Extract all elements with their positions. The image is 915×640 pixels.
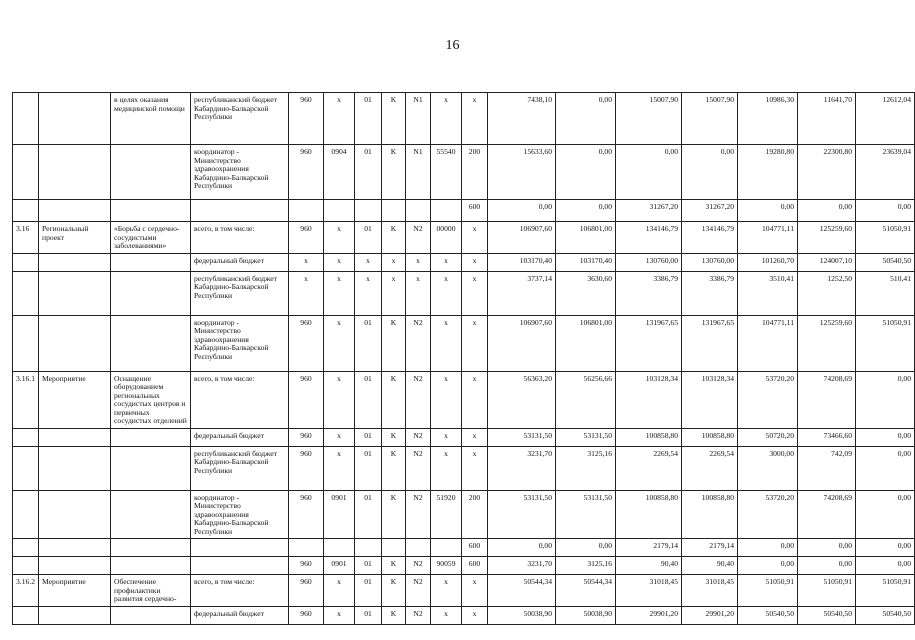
amount-col-4-cell: 100858,80	[682, 428, 738, 446]
amount-col-3-cell: 29901,20	[616, 606, 682, 624]
amount-col-7-cell: 12612,04	[856, 93, 915, 145]
row-source-cell	[191, 539, 289, 557]
code-om-cell: N2	[406, 371, 431, 428]
amount-col-1-cell: 53131,50	[488, 428, 556, 446]
amount-col-5-cell: 50540,50	[738, 606, 798, 624]
row-number-cell	[13, 539, 39, 557]
code-direction-cell: x	[431, 93, 462, 145]
amount-col-4-cell: 29901,20	[682, 606, 738, 624]
code-om-cell	[406, 539, 431, 557]
code-vr-cell: 600	[462, 557, 488, 575]
row-number-cell: 3.16.2	[13, 575, 39, 607]
page-number: 16	[445, 38, 460, 53]
code-rzpr-cell: x	[324, 575, 355, 607]
amount-col-5-cell: 104771,11	[738, 222, 798, 254]
code-gp-cell: x	[355, 271, 382, 315]
amount-col-2-cell: 3630,60	[556, 271, 616, 315]
amount-col-6-cell: 742,09	[798, 446, 856, 490]
code-gp-cell: 01	[355, 222, 382, 254]
code-direction-cell	[431, 539, 462, 557]
row-type-cell	[39, 145, 111, 200]
code-grbs-cell: 960	[289, 490, 324, 539]
table-row	[13, 315, 915, 371]
table-row	[13, 575, 915, 607]
amount-col-5-cell: 0,00	[738, 200, 798, 222]
amount-col-1-cell: 7438,10	[488, 93, 556, 145]
row-source-cell: всего, в том числе:	[191, 222, 289, 254]
code-pgp-cell: K	[382, 575, 406, 607]
amount-col-5-cell: 10986,30	[738, 93, 798, 145]
amount-col-7-cell: 51050,91	[856, 315, 915, 371]
code-direction-cell: x	[431, 606, 462, 624]
code-grbs-cell	[289, 200, 324, 222]
amount-col-7-cell: 0,00	[856, 371, 915, 428]
code-om-cell: N2	[406, 557, 431, 575]
row-number-cell	[13, 428, 39, 446]
row-type-cell	[39, 428, 111, 446]
table-row	[13, 539, 915, 557]
table-row	[13, 222, 915, 254]
amount-col-7-cell: 0,00	[856, 490, 915, 539]
code-gp-cell: 01	[355, 606, 382, 624]
row-source-cell: координатор - Министерство здравоохранения Кабардино-Балкарской Республики	[191, 315, 289, 371]
row-type-cell	[39, 539, 111, 557]
amount-col-7-cell: 51050,91	[856, 222, 915, 254]
amount-col-4-cell: 31018,45	[682, 575, 738, 607]
amount-col-1-cell: 106907,60	[488, 315, 556, 371]
amount-col-6-cell: 74208,69	[798, 490, 856, 539]
code-pgp-cell: K	[382, 490, 406, 539]
row-type-cell	[39, 446, 111, 490]
code-rzpr-cell: 0901	[324, 490, 355, 539]
amount-col-7-cell: 510,41	[856, 271, 915, 315]
code-direction-cell: x	[431, 446, 462, 490]
row-source-cell: республиканский бюджет Кабардино-Балкарской Республики	[191, 271, 289, 315]
code-vr-cell: x	[462, 222, 488, 254]
amount-col-1-cell: 103170,40	[488, 253, 556, 271]
code-om-cell: N2	[406, 428, 431, 446]
table-row	[13, 93, 915, 145]
amount-col-5-cell: 0,00	[738, 557, 798, 575]
row-number-cell: 3.16.1	[13, 371, 39, 428]
amount-col-4-cell: 90,40	[682, 557, 738, 575]
code-om-cell	[406, 200, 431, 222]
code-vr-cell: 200	[462, 145, 488, 200]
amount-col-4-cell: 130760,00	[682, 253, 738, 271]
row-name-cell	[111, 606, 191, 624]
amount-col-6-cell: 11641,70	[798, 93, 856, 145]
amount-col-2-cell: 50544,34	[556, 575, 616, 607]
row-number-cell	[13, 200, 39, 222]
amount-col-5-cell: 19280,80	[738, 145, 798, 200]
amount-col-6-cell: 0,00	[798, 557, 856, 575]
amount-col-1-cell: 15633,60	[488, 145, 556, 200]
amount-col-4-cell: 3386,79	[682, 271, 738, 315]
code-gp-cell: 01	[355, 371, 382, 428]
amount-col-3-cell: 100858,80	[616, 490, 682, 539]
row-number-cell	[13, 253, 39, 271]
table-row	[13, 490, 915, 539]
code-pgp-cell: K	[382, 315, 406, 371]
amount-col-4-cell: 15007,90	[682, 93, 738, 145]
amount-col-5-cell: 53720,20	[738, 371, 798, 428]
amount-col-6-cell: 125259,60	[798, 315, 856, 371]
code-pgp-cell: K	[382, 222, 406, 254]
amount-col-2-cell: 106801,00	[556, 222, 616, 254]
row-type-cell	[39, 490, 111, 539]
code-vr-cell: x	[462, 446, 488, 490]
amount-col-3-cell: 131967,65	[616, 315, 682, 371]
code-grbs-cell: 960	[289, 446, 324, 490]
amount-col-3-cell: 90,40	[616, 557, 682, 575]
amount-col-1-cell: 0,00	[488, 539, 556, 557]
code-grbs-cell: 960	[289, 606, 324, 624]
code-grbs-cell: 960	[289, 93, 324, 145]
code-grbs-cell: 960	[289, 575, 324, 607]
amount-col-7-cell: 0,00	[856, 200, 915, 222]
amount-col-7-cell: 51050,91	[856, 575, 915, 607]
budget-table	[12, 92, 915, 625]
row-type-cell	[39, 93, 111, 145]
code-pgp-cell	[382, 200, 406, 222]
row-number-cell	[13, 271, 39, 315]
code-gp-cell: 01	[355, 145, 382, 200]
row-source-cell: координатор - Министерство здравоохранения Кабардино-Балкарской Республики	[191, 145, 289, 200]
code-grbs-cell: 960	[289, 428, 324, 446]
row-type-cell	[39, 200, 111, 222]
code-om-cell: N2	[406, 606, 431, 624]
code-gp-cell: 01	[355, 446, 382, 490]
code-grbs-cell: 960	[289, 145, 324, 200]
amount-col-5-cell: 104771,11	[738, 315, 798, 371]
row-type-cell	[39, 315, 111, 371]
code-rzpr-cell: x	[324, 315, 355, 371]
amount-col-1-cell: 0,00	[488, 200, 556, 222]
code-direction-cell: x	[431, 253, 462, 271]
code-pgp-cell: K	[382, 606, 406, 624]
code-gp-cell	[355, 200, 382, 222]
amount-col-3-cell: 130760,00	[616, 253, 682, 271]
amount-col-6-cell: 50540,50	[798, 606, 856, 624]
code-rzpr-cell: x	[324, 222, 355, 254]
amount-col-2-cell: 3125,16	[556, 557, 616, 575]
code-rzpr-cell: x	[324, 253, 355, 271]
amount-col-2-cell: 103170,40	[556, 253, 616, 271]
row-type-cell: Региональный проект	[39, 222, 111, 254]
code-vr-cell: x	[462, 271, 488, 315]
code-gp-cell: 01	[355, 93, 382, 145]
row-name-cell	[111, 428, 191, 446]
amount-col-5-cell: 53720,20	[738, 490, 798, 539]
code-grbs-cell: 960	[289, 371, 324, 428]
code-rzpr-cell: x	[324, 93, 355, 145]
amount-col-1-cell: 50038,90	[488, 606, 556, 624]
code-pgp-cell: K	[382, 145, 406, 200]
amount-col-7-cell: 0,00	[856, 428, 915, 446]
table-row	[13, 606, 915, 624]
amount-col-4-cell: 103128,34	[682, 371, 738, 428]
code-rzpr-cell: 0904	[324, 145, 355, 200]
amount-col-6-cell: 73466,60	[798, 428, 856, 446]
amount-col-4-cell: 134146,79	[682, 222, 738, 254]
row-name-cell	[111, 557, 191, 575]
amount-col-4-cell: 31267,20	[682, 200, 738, 222]
code-vr-cell: x	[462, 253, 488, 271]
code-om-cell: N2	[406, 490, 431, 539]
code-vr-cell: x	[462, 315, 488, 371]
amount-col-6-cell: 22300,80	[798, 145, 856, 200]
code-om-cell: N2	[406, 575, 431, 607]
amount-col-2-cell: 0,00	[556, 200, 616, 222]
row-source-cell	[191, 557, 289, 575]
code-direction-cell: x	[431, 315, 462, 371]
amount-col-2-cell: 0,00	[556, 539, 616, 557]
row-number-cell	[13, 93, 39, 145]
code-pgp-cell: x	[382, 271, 406, 315]
amount-col-5-cell: 3510,41	[738, 271, 798, 315]
row-number-cell	[13, 145, 39, 200]
table-row	[13, 428, 915, 446]
row-name-cell	[111, 539, 191, 557]
code-vr-cell: 600	[462, 200, 488, 222]
amount-col-6-cell: 74208,69	[798, 371, 856, 428]
amount-col-4-cell: 131967,65	[682, 315, 738, 371]
row-name-cell: Оснащение оборудованием региональных сосудистых центров и первичных сосудистых отделений	[111, 371, 191, 428]
row-name-cell	[111, 315, 191, 371]
amount-col-5-cell: 50720,20	[738, 428, 798, 446]
table-row	[13, 200, 915, 222]
row-type-cell	[39, 606, 111, 624]
amount-col-3-cell: 134146,79	[616, 222, 682, 254]
code-om-cell: N2	[406, 446, 431, 490]
amount-col-4-cell: 100858,80	[682, 490, 738, 539]
row-type-cell: Мероприятие	[39, 575, 111, 607]
code-rzpr-cell	[324, 539, 355, 557]
amount-col-7-cell: 50540,50	[856, 606, 915, 624]
row-name-cell: Обеспечение профилактики развития сердечно-	[111, 575, 191, 607]
code-pgp-cell: x	[382, 253, 406, 271]
code-direction-cell	[431, 200, 462, 222]
row-source-cell: федеральный бюджет	[191, 606, 289, 624]
code-direction-cell: 51920	[431, 490, 462, 539]
table-row	[13, 557, 915, 575]
code-grbs-cell: x	[289, 253, 324, 271]
row-name-cell	[111, 271, 191, 315]
amount-col-3-cell: 3386,79	[616, 271, 682, 315]
row-name-cell	[111, 253, 191, 271]
amount-col-2-cell: 0,00	[556, 145, 616, 200]
table-row	[13, 271, 915, 315]
code-gp-cell: 01	[355, 315, 382, 371]
code-direction-cell: 55540	[431, 145, 462, 200]
row-name-cell	[111, 200, 191, 222]
code-vr-cell: x	[462, 371, 488, 428]
row-type-cell	[39, 253, 111, 271]
row-name-cell: «Борьба с сердечно-сосудистыми заболеваниями»	[111, 222, 191, 254]
amount-col-2-cell: 53131,50	[556, 490, 616, 539]
row-number-cell	[13, 557, 39, 575]
row-number-cell	[13, 315, 39, 371]
amount-col-6-cell: 124007,10	[798, 253, 856, 271]
code-vr-cell: x	[462, 93, 488, 145]
amount-col-7-cell: 23639,04	[856, 145, 915, 200]
amount-col-7-cell: 0,00	[856, 446, 915, 490]
row-number-cell	[13, 446, 39, 490]
code-om-cell: N2	[406, 222, 431, 254]
amount-col-4-cell: 0,00	[682, 145, 738, 200]
code-grbs-cell: 960	[289, 315, 324, 371]
code-grbs-cell	[289, 539, 324, 557]
row-name-cell	[111, 145, 191, 200]
amount-col-6-cell: 0,00	[798, 200, 856, 222]
code-om-cell: x	[406, 271, 431, 315]
code-vr-cell: x	[462, 575, 488, 607]
amount-col-1-cell: 53131,50	[488, 490, 556, 539]
code-grbs-cell: 960	[289, 222, 324, 254]
table-row	[13, 446, 915, 490]
code-direction-cell: x	[431, 271, 462, 315]
table-row	[13, 253, 915, 271]
row-source-cell: координатор - Министерство здравоохранения Кабардино-Балкарской Республики	[191, 490, 289, 539]
row-name-cell	[111, 490, 191, 539]
code-gp-cell	[355, 539, 382, 557]
code-pgp-cell: K	[382, 446, 406, 490]
row-source-cell: всего, в том числе:	[191, 575, 289, 607]
code-rzpr-cell: x	[324, 428, 355, 446]
code-vr-cell: 200	[462, 490, 488, 539]
code-gp-cell: 01	[355, 490, 382, 539]
code-pgp-cell: K	[382, 93, 406, 145]
row-type-cell	[39, 271, 111, 315]
code-direction-cell: x	[431, 371, 462, 428]
amount-col-4-cell: 2269,54	[682, 446, 738, 490]
code-pgp-cell: K	[382, 557, 406, 575]
row-source-cell: республиканский бюджет Кабардино-Балкарской Республики	[191, 93, 289, 145]
amount-col-3-cell: 100858,80	[616, 428, 682, 446]
code-pgp-cell: K	[382, 371, 406, 428]
code-rzpr-cell: x	[324, 371, 355, 428]
amount-col-5-cell: 101260,70	[738, 253, 798, 271]
amount-col-7-cell: 0,00	[856, 557, 915, 575]
amount-col-4-cell: 2179,14	[682, 539, 738, 557]
amount-col-5-cell: 51050,91	[738, 575, 798, 607]
code-vr-cell: x	[462, 606, 488, 624]
amount-col-6-cell: 51050,91	[798, 575, 856, 607]
amount-col-3-cell: 15007,90	[616, 93, 682, 145]
amount-col-1-cell: 3231,70	[488, 446, 556, 490]
code-pgp-cell	[382, 539, 406, 557]
amount-col-3-cell: 31018,45	[616, 575, 682, 607]
row-type-cell	[39, 557, 111, 575]
row-name-cell: в целях оказания медицинской помощи	[111, 93, 191, 145]
code-vr-cell: x	[462, 428, 488, 446]
row-number-cell	[13, 490, 39, 539]
amount-col-1-cell: 50544,34	[488, 575, 556, 607]
code-direction-cell: 00000	[431, 222, 462, 254]
amount-col-3-cell: 31267,20	[616, 200, 682, 222]
amount-col-7-cell: 50540,50	[856, 253, 915, 271]
code-rzpr-cell: x	[324, 446, 355, 490]
amount-col-3-cell: 103128,34	[616, 371, 682, 428]
row-type-cell: Мероприятие	[39, 371, 111, 428]
amount-col-1-cell: 3737,14	[488, 271, 556, 315]
row-source-cell	[191, 200, 289, 222]
code-rzpr-cell: x	[324, 271, 355, 315]
code-grbs-cell: 960	[289, 557, 324, 575]
row-name-cell	[111, 446, 191, 490]
amount-col-2-cell: 53131,50	[556, 428, 616, 446]
code-om-cell: x	[406, 253, 431, 271]
code-om-cell: N1	[406, 145, 431, 200]
amount-col-3-cell: 2179,14	[616, 539, 682, 557]
code-direction-cell: x	[431, 575, 462, 607]
amount-col-1-cell: 3231,70	[488, 557, 556, 575]
row-number-cell: 3.16	[13, 222, 39, 254]
amount-col-3-cell: 2269,54	[616, 446, 682, 490]
code-grbs-cell: x	[289, 271, 324, 315]
table-row	[13, 145, 915, 200]
amount-col-7-cell: 0,00	[856, 539, 915, 557]
code-gp-cell: x	[355, 253, 382, 271]
amount-col-1-cell: 56363,20	[488, 371, 556, 428]
code-rzpr-cell	[324, 200, 355, 222]
code-om-cell: N2	[406, 315, 431, 371]
code-rzpr-cell: 0901	[324, 557, 355, 575]
amount-col-6-cell: 0,00	[798, 539, 856, 557]
amount-col-6-cell: 125259,60	[798, 222, 856, 254]
code-gp-cell: 01	[355, 575, 382, 607]
amount-col-2-cell: 106801,00	[556, 315, 616, 371]
row-number-cell	[13, 606, 39, 624]
amount-col-5-cell: 3000,00	[738, 446, 798, 490]
amount-col-3-cell: 0,00	[616, 145, 682, 200]
code-direction-cell: 90059	[431, 557, 462, 575]
amount-col-2-cell: 50038,90	[556, 606, 616, 624]
code-direction-cell: x	[431, 428, 462, 446]
code-gp-cell: 01	[355, 557, 382, 575]
row-source-cell: федеральный бюджет	[191, 253, 289, 271]
code-pgp-cell: K	[382, 428, 406, 446]
amount-col-2-cell: 0,00	[556, 93, 616, 145]
row-source-cell: всего, в том числе:	[191, 371, 289, 428]
code-gp-cell: 01	[355, 428, 382, 446]
amount-col-2-cell: 56256,66	[556, 371, 616, 428]
table-row	[13, 371, 915, 428]
code-om-cell: N1	[406, 93, 431, 145]
amount-col-5-cell: 0,00	[738, 539, 798, 557]
amount-col-2-cell: 3125,16	[556, 446, 616, 490]
amount-col-6-cell: 1252,50	[798, 271, 856, 315]
row-source-cell: республиканский бюджет Кабардино-Балкарской Республики	[191, 446, 289, 490]
code-vr-cell: 600	[462, 539, 488, 557]
code-rzpr-cell: x	[324, 606, 355, 624]
row-source-cell: федеральный бюджет	[191, 428, 289, 446]
amount-col-1-cell: 106907,60	[488, 222, 556, 254]
